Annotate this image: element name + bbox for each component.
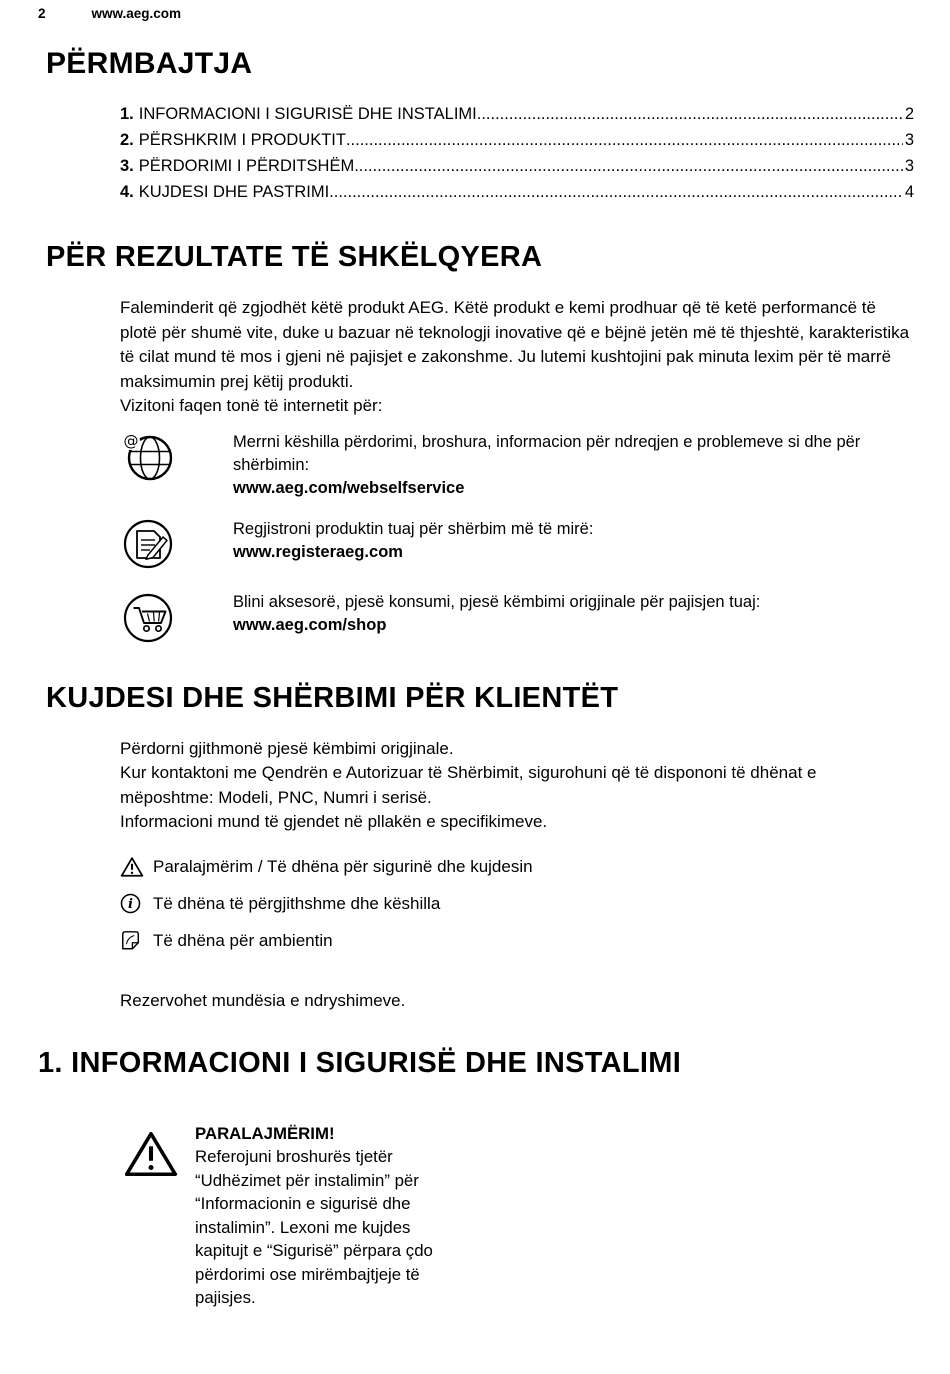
legend-item-environment	[120, 929, 914, 953]
legend-item-warning	[120, 855, 914, 879]
legend-item-info	[120, 892, 914, 916]
toc-dot-leader	[329, 179, 903, 205]
toc-item-label: INFORMACIONI I SIGURISË DHE INSTALIMI	[138, 105, 477, 123]
web-selfservice-row	[120, 429, 914, 500]
results-intro-text: Faleminderit që zgjodhët këtë produkt AEG. Këtë produkt e kemi prodhuar që të ketë performancë të plotë për shumë vite, duke u bazuar në teknologji inovative që e bëjnë jetën më të thjeshtë, karakteristika të cilat mund të mos i gjeni në pajisjet e zakonshme. Ju lutemi kushtojini pak minuta lexim për të marrë maksimumin prej këtij produkti.	[120, 298, 910, 391]
link-url[interactable]: www.aeg.com/webselfservice	[233, 478, 465, 497]
toc-item-page: 4	[904, 183, 914, 201]
toc-item[interactable]	[120, 101, 914, 127]
svg-text:i: i	[128, 896, 133, 912]
toc-dot-leader	[346, 127, 903, 153]
customer-care-line: Informacioni mund të gjendet në pllakën e specifikimeve.	[120, 812, 548, 831]
customer-care-line: Përdorni gjithmonë pjesë këmbimi origjinale.	[120, 738, 454, 758]
toc-item-number: 1.	[120, 105, 134, 123]
toc-title: PËRMBAJTJA	[46, 47, 253, 80]
toc-item[interactable]	[120, 153, 914, 179]
warning-triangle-icon	[124, 1122, 178, 1178]
toc-item-page: 2	[904, 105, 914, 123]
toc-item-number: 4.	[120, 183, 134, 201]
warning-body: Referojuni broshurës tjetër “Udhëzimet për instalimin” për “Informacionin e sigurisë dhe instalimin”. Lexoni me kujdes kapitujt e “Sigurisë” përpara çdo përdorimi ose mirëmbajtjeje të pajisjes.	[195, 1147, 433, 1307]
customer-care-block	[120, 737, 914, 835]
results-intro-block	[120, 296, 914, 419]
symbol-legend	[120, 855, 914, 953]
shop-text	[233, 589, 760, 637]
customer-care-line: Kur kontaktoni me Qendrën e Autorizuar të Shërbimit, sigurohuni që të dispononi të dhënat e mëposhtme: Modeli, PNC, Numri i serisë.	[120, 763, 817, 807]
toc-item-number: 2.	[120, 131, 134, 149]
link-description: Regjistroni produktin tuaj për shërbim më të mirë:	[233, 519, 594, 538]
page-header	[38, 4, 914, 21]
globe-icon	[120, 429, 177, 486]
shop-row	[120, 589, 914, 646]
warning-icon	[120, 855, 146, 878]
info-icon	[120, 892, 146, 914]
toc-item-label: PËRDORIMI I PËRDITSHËM	[138, 157, 355, 175]
toc-item[interactable]	[120, 127, 914, 153]
warning-title: PARALAJMËRIM!	[195, 1123, 335, 1143]
toc-item[interactable]	[120, 179, 914, 205]
leaf-icon	[120, 929, 146, 951]
toc-dot-leader	[354, 153, 903, 179]
results-visit-text: Vizitoni faqen tonë të internetit për:	[120, 396, 383, 415]
link-description: Blini aksesorë, pjesë konsumi, pjesë këmbimi origjinale për pajisjen tuaj:	[233, 592, 761, 611]
table-of-contents	[120, 101, 914, 205]
toc-item-number: 3.	[120, 157, 134, 175]
register-row	[120, 516, 914, 573]
section1-title: 1. INFORMACIONI I SIGURISË DHE INSTALIMI	[38, 1046, 682, 1079]
link-description: Merrni këshilla përdorimi, broshura, informacion për ndreqjen e problemeve si dhe për shërbimin:	[233, 432, 861, 474]
web-selfservice-text	[233, 429, 888, 500]
warning-text-block	[195, 1122, 463, 1310]
legend-item-label: Paralajmërim / Të dhëna për sigurinë dhe kujdesin	[153, 856, 533, 876]
register-text	[233, 516, 593, 564]
svg-text:@: @	[123, 431, 139, 450]
toc-item-page: 3	[904, 131, 914, 149]
page-number: 2	[38, 6, 46, 21]
legend-item-label: Të dhëna për ambientin	[153, 930, 333, 950]
toc-item-label: PËRSHKRIM I PRODUKTIT	[138, 131, 346, 149]
section-title-results: PËR REZULTATE TË SHKËLQYERA	[46, 241, 543, 273]
link-url[interactable]: www.aeg.com/shop	[233, 615, 387, 634]
section-title-customer-care: KUJDESI DHE SHËRBIMI PËR KLIENTËT	[46, 681, 619, 714]
toc-dot-leader	[477, 101, 903, 127]
cart-icon	[120, 589, 177, 646]
toc-item-page: 3	[904, 157, 914, 175]
installation-warning-block	[124, 1122, 914, 1310]
toc-item-label: KUJDESI DHE PASTRIMI	[138, 183, 330, 201]
subject-to-change-note: Rezervohet mundësia e ndryshimeve.	[120, 990, 406, 1010]
register-icon	[120, 516, 177, 573]
site-url: www.aeg.com	[91, 6, 182, 21]
link-url[interactable]: www.registeraeg.com	[233, 542, 403, 561]
legend-item-label: Të dhëna të përgjithshme dhe këshilla	[153, 893, 441, 913]
